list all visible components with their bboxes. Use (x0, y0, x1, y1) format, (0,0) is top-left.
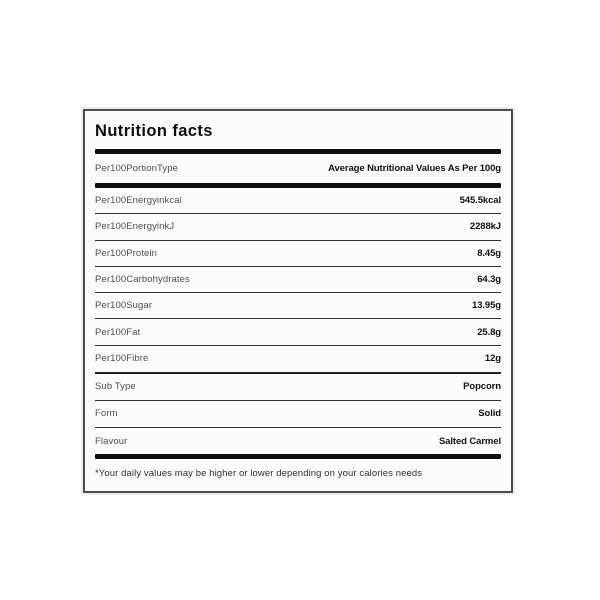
row-value: Solid (478, 408, 501, 420)
table-row-flavour (95, 428, 501, 455)
row-label: Per100EnergyinkJ (95, 221, 175, 233)
table-row-form (95, 401, 501, 428)
row-value: 8.45g (477, 247, 501, 259)
row-label: Per100Carbohydrates (95, 274, 190, 286)
table-row-energy-kj (95, 214, 501, 240)
row-value: Salted Carmel (438, 435, 501, 447)
row-value: 25.8g (477, 326, 501, 338)
row-label: Flavour (95, 435, 128, 447)
row-label: Sub Type (95, 381, 136, 393)
row-value: 64.3g (477, 274, 501, 286)
thick-divider-bottom (95, 454, 501, 459)
row-value: 12g (484, 353, 501, 365)
table-row-sub-type (95, 374, 501, 401)
row-label: Form (95, 408, 118, 420)
daily-values-footnote: *Your daily values may be higher or lower depending on your calories needs (95, 468, 423, 480)
row-value: 2288kJ (469, 221, 501, 233)
table-row-sugar (95, 293, 501, 319)
header-row-value: Average Nutritional Values As Per 100g (328, 163, 501, 174)
row-value: Popcorn (463, 381, 501, 393)
table-row-protein (95, 241, 501, 267)
row-label: Per100Sugar (95, 300, 153, 312)
row-label: Per100Protein (95, 247, 158, 259)
nutrition-facts-card (83, 109, 513, 493)
row-label: Per100Energyinkcal (95, 195, 182, 207)
table-row-fat (95, 319, 501, 345)
row-label: Per100Fibre (95, 353, 149, 365)
row-label: Per100Fat (95, 326, 141, 338)
nutrition-facts-title: Nutrition facts (95, 122, 213, 140)
table-row-energy-kcal (95, 188, 501, 214)
table-row-fibre (95, 346, 501, 372)
row-value: 13.95g (472, 300, 501, 312)
table-row-carbohydrates (95, 267, 501, 293)
row-value: 545.5kcal (459, 195, 501, 207)
header-row-label: Per100PortionType (95, 163, 179, 174)
table-header-row (95, 154, 501, 183)
